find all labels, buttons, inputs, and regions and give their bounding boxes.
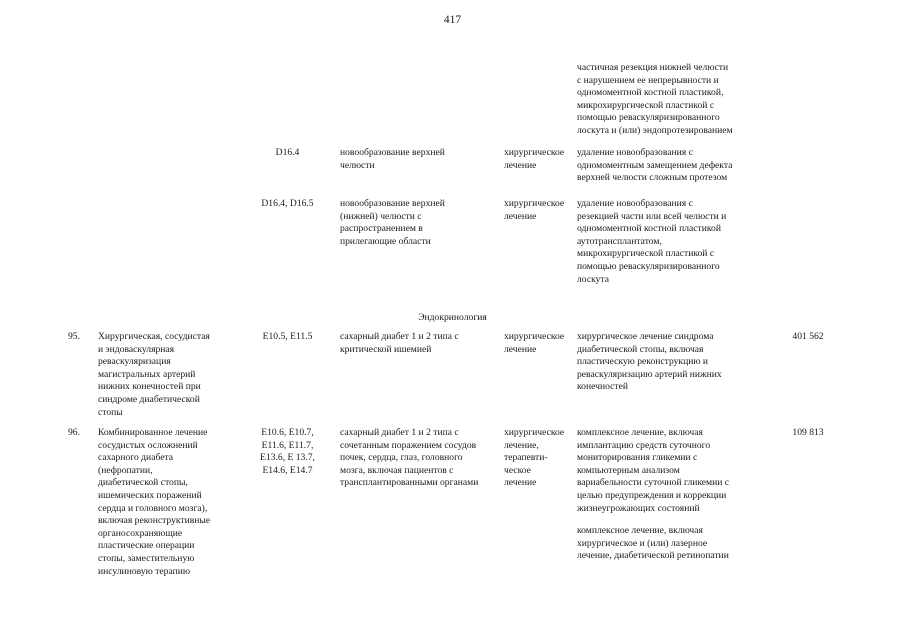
method-cell: удаление новообразования с одномоментным замещением дефекта верхней челюсти сложным протезом	[577, 147, 733, 184]
code-cell: D16.4	[275, 147, 300, 158]
treatment-kind-cell: хирургическое лечение	[504, 331, 565, 355]
model-cell: сахарный диабет 1 и 2 типа с критической ишемией	[340, 331, 459, 355]
treatment-kind-cell: хирургическое лечение, терапевти- ческое лечение	[504, 427, 565, 489]
model-cell: новообразование верхней (нижней) челюсти с распространением в прилегающие области	[340, 198, 445, 247]
care-name-cell: Хирургическая, сосудистая и эндоваскулярная реваскуляризация магистральных артерий нижних конечностей при синдроме диабетической стопы	[98, 331, 210, 418]
method-cell-continuation: частичная резекция нижней челюсти с нарушением ее непрерывности и одномоментной костной пластикой, микрохирургической пластикой с помощью реваскуляризированного лоскута и (или) эндопротезированием	[577, 62, 733, 136]
section-title: Эндокринология	[418, 312, 487, 323]
code-cell: D16.4, D16.5	[261, 198, 314, 209]
method-cell: удаление новообразования с резекцией части или всей челюсти и одномоментной костной пластикой аутотрансплантатом, микрохирургической пластикой с помощью реваскуляризированного лоскута	[577, 198, 727, 285]
treatment-kind-cell: хирургическое лечение	[504, 198, 565, 222]
model-cell: сахарный диабет 1 и 2 типа с сочетанным поражением сосудов почек, сердца, глаз, головного мозга, включая пациентов с трансплантированными органами	[340, 427, 479, 489]
code-cell: E10.6, E10.7, E11.6, E11.7, E13.6, E 13.7, E14.6, E14.7	[260, 427, 315, 476]
page-number: 417	[443, 14, 462, 26]
cost-cell: 401 562	[792, 331, 824, 342]
method-cell: комплексное лечение, включая хирургическое и (или) лазерное лечение, диабетической ретинопатии	[577, 525, 729, 562]
treatment-kind-cell: хирургическое лечение	[504, 147, 565, 171]
row-number: 96.	[68, 427, 80, 438]
model-cell: новообразование верхней челюсти	[340, 147, 445, 171]
care-name-cell: Комбинированное лечение сосудистых осложнений сахарного диабета (нефропатии, диабетической стопы, ишемических поражений сердца и головного мозга), включая реконструктивные органосохраняющие пластические операции стопы, заместительную инсулиновую терапию	[98, 427, 211, 577]
cost-cell: 109 813	[792, 427, 824, 438]
code-cell: E10.5, E11.5	[262, 331, 313, 342]
method-cell: хирургическое лечение синдрома диабетической стопы, включая пластическую реконструкцию и реваскуляризацию артерий нижних конечностей	[577, 331, 722, 393]
method-cell: комплексное лечение, включая имплантацию средств суточного мониторирования гликемии с компьютерным анализом вариабельности суточной гликемии с целью предупреждения и коррекции жизнеугрожающих состояний	[577, 427, 730, 514]
row-number: 95.	[68, 331, 80, 342]
